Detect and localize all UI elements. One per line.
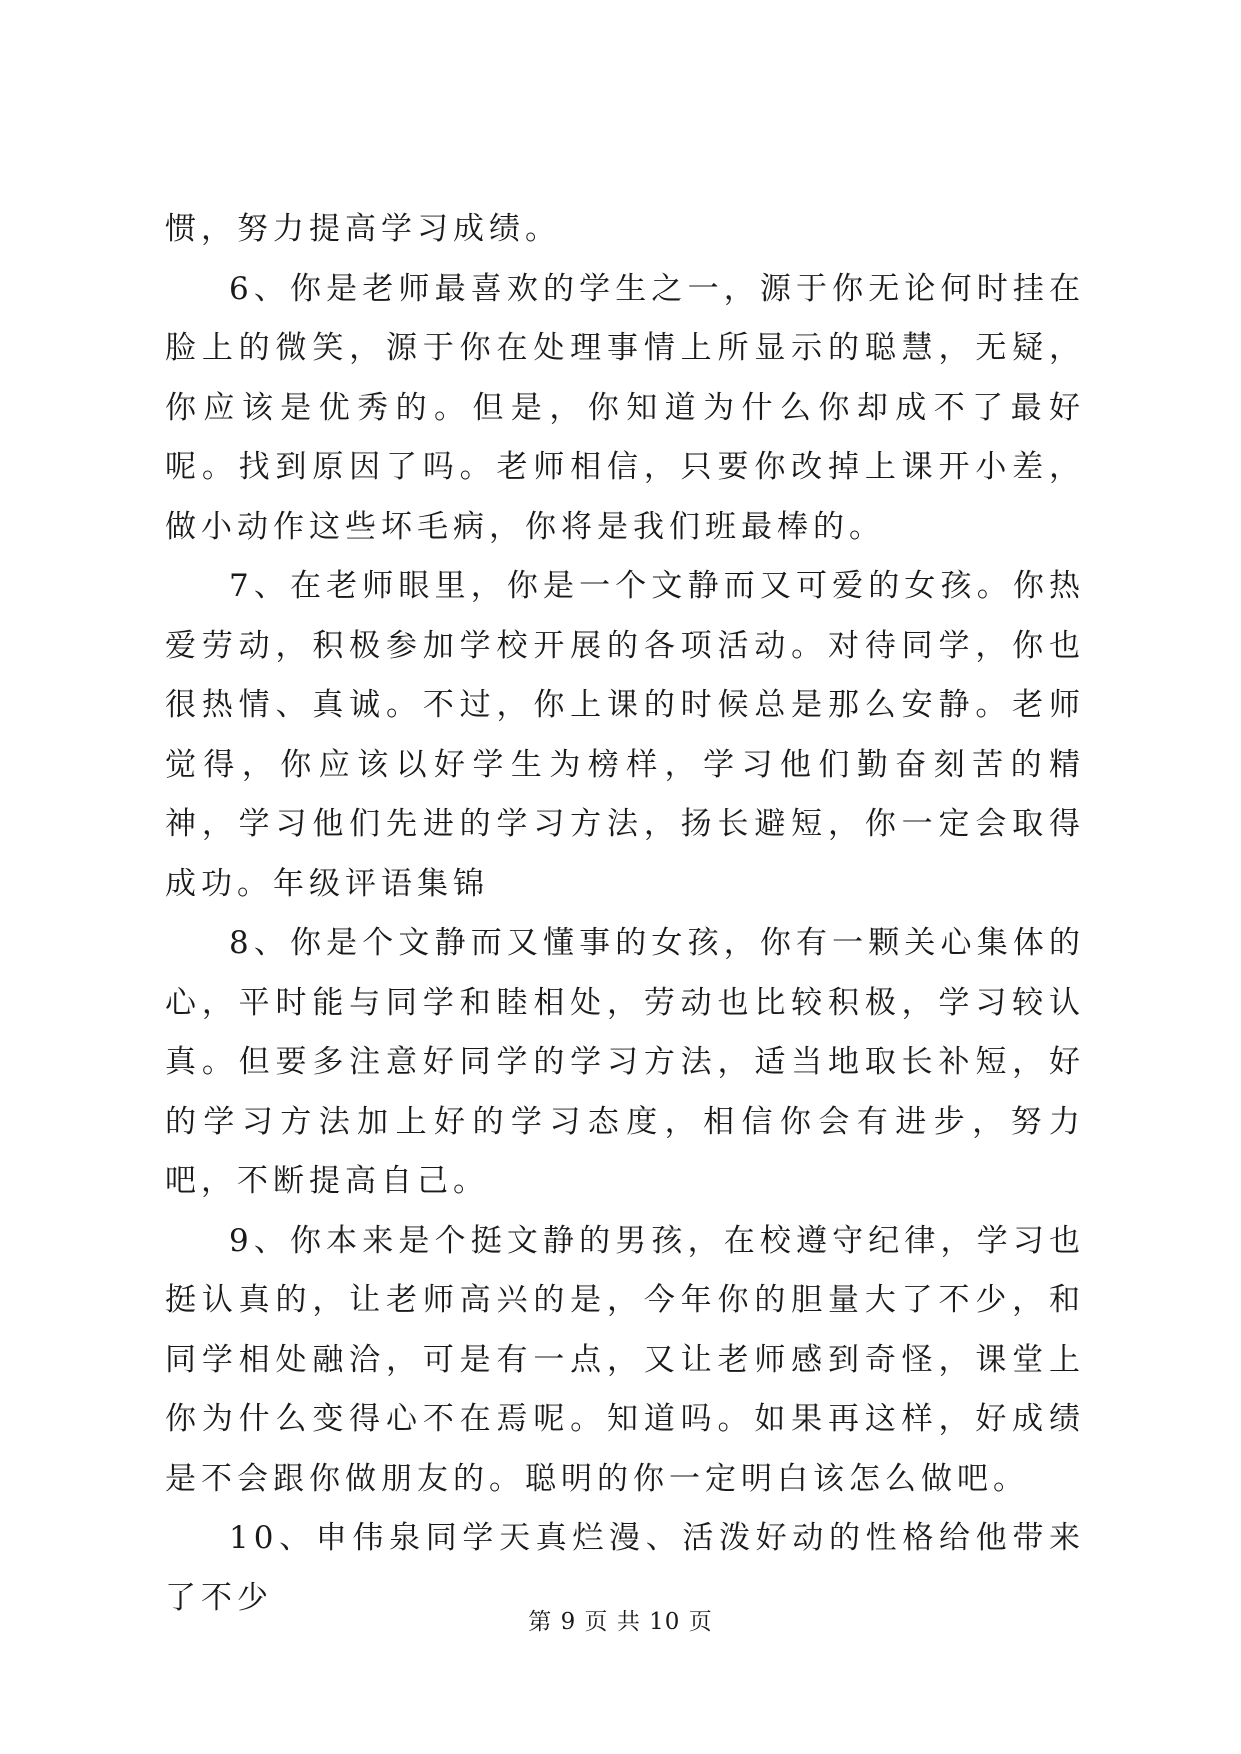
page-number-footer: 第 9 页 共 10 页	[528, 1609, 713, 1635]
paragraph-comment-9: 9、你本来是个挺文静的男孩，在校遵守纪律，学习也挺认真的，让老师高兴的是，今年你的胆量大了不少，和同学相处融洽，可是有一点，又让老师感到奇怪，课堂上你为什么变得心不在焉呢。知道吗。如果再这样，好成绩是不会跟你做朋友的。聪明的你一定明白该怎么做吧。	[165, 1222, 1085, 1497]
paragraph-comment-8: 8、你是个文静而又懂事的女孩，你有一颗关心集体的心，平时能与同学和睦相处，劳动也比较积极，学习较认真。但要多注意好同学的学习方法，适当地取长补短，好的学习方法加上好的学习态度，相信你会有进步，努力吧，不断提高自己。	[165, 925, 1085, 1199]
paragraph-comment-6: 6、你是老师最喜欢的学生之一，源于你无论何时挂在脸上的微笑，源于你在处理事情上所显示的聪慧，无疑，你应该是优秀的。但是，你知道为什么你却成不了最好呢。找到原因了吗。老师相信，只要你改掉上课开小差，做小动作这些坏毛病，你将是我们班最棒的。	[165, 270, 1085, 545]
document-body	[165, 200, 1085, 1628]
paragraph-continuation: 惯，努力提高学习成绩。	[165, 211, 561, 247]
paragraph-comment-10: 10、申伟泉同学天真烂漫、活泼好动的性格给他带来了不少	[165, 1520, 1085, 1616]
paragraph-comment-7: 7、在老师眼里，你是一个文静而又可爱的女孩。你热爱劳动，积极参加学校开展的各项活动。对待同学，你也很热情、真诚。不过，你上课的时候总是那么安静。老师觉得，你应该以好学生为榜样，学习他们勤奋刻苦的精神，学习他们先进的学习方法，扬长避短，你一定会取得成功。年级评语集锦	[165, 568, 1085, 902]
